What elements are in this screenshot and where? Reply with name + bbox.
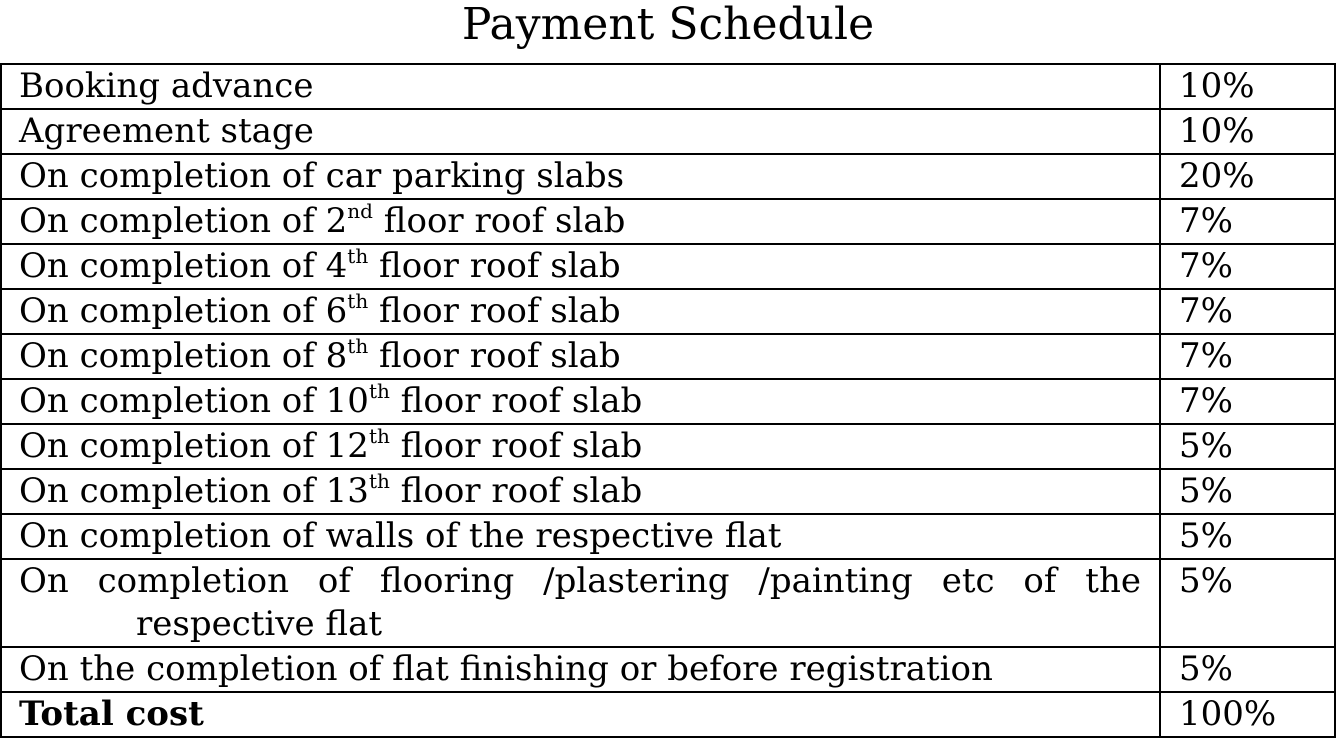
stage-description: On completion of 8th floor roof slab [1, 334, 1160, 379]
table-row [1, 244, 1335, 289]
stage-description: On the completion of flat finishing or before registration [1, 647, 1160, 692]
table-row [1, 154, 1335, 199]
table-row [1, 199, 1335, 244]
stage-percentage: 10% [1160, 64, 1335, 109]
stage-description: On completion of 6th floor roof slab [1, 289, 1160, 334]
stage-description: On completion of 12th floor roof slab [1, 424, 1160, 469]
stage-percentage: 7% [1160, 289, 1335, 334]
stage-percentage: 7% [1160, 379, 1335, 424]
total-label: Total cost [1, 692, 1160, 737]
stage-percentage: 7% [1160, 334, 1335, 379]
stage-description: On completion of 4th floor roof slab [1, 244, 1160, 289]
stage-description-line-1: On completion of flooring /plastering /painting etc of the [19, 561, 1141, 601]
table-row [1, 559, 1335, 647]
table-row [1, 334, 1335, 379]
stage-percentage: 5% [1160, 424, 1335, 469]
stage-description: On completion of 13th floor roof slab [1, 469, 1160, 514]
stage-description [1, 559, 1160, 647]
stage-description-line-2: respective flat [136, 604, 383, 644]
stage-percentage: 5% [1160, 469, 1335, 514]
page-title: Payment Schedule [461, 0, 875, 50]
stage-description: On completion of car parking slabs [1, 154, 1160, 199]
schedule-body [1, 64, 1335, 737]
stage-description: On completion of walls of the respective flat [1, 514, 1160, 559]
total-percentage: 100% [1160, 692, 1335, 737]
table-row [1, 514, 1335, 559]
payment-schedule-table [0, 63, 1336, 738]
total-row [1, 692, 1335, 737]
table-row [1, 424, 1335, 469]
stage-description: On completion of 10th floor roof slab [1, 379, 1160, 424]
stage-percentage: 5% [1160, 647, 1335, 692]
table-row [1, 647, 1335, 692]
table-row [1, 469, 1335, 514]
stage-percentage: 5% [1160, 514, 1335, 559]
table-row [1, 379, 1335, 424]
stage-description: Booking advance [1, 64, 1160, 109]
stage-percentage: 20% [1160, 154, 1335, 199]
stage-description: Agreement stage [1, 109, 1160, 154]
table-row [1, 289, 1335, 334]
stage-description: On completion of 2nd floor roof slab [1, 199, 1160, 244]
stage-percentage: 7% [1160, 199, 1335, 244]
table-row [1, 64, 1335, 109]
table-row [1, 109, 1335, 154]
stage-percentage: 10% [1160, 109, 1335, 154]
stage-percentage: 5% [1160, 559, 1335, 647]
stage-percentage: 7% [1160, 244, 1335, 289]
